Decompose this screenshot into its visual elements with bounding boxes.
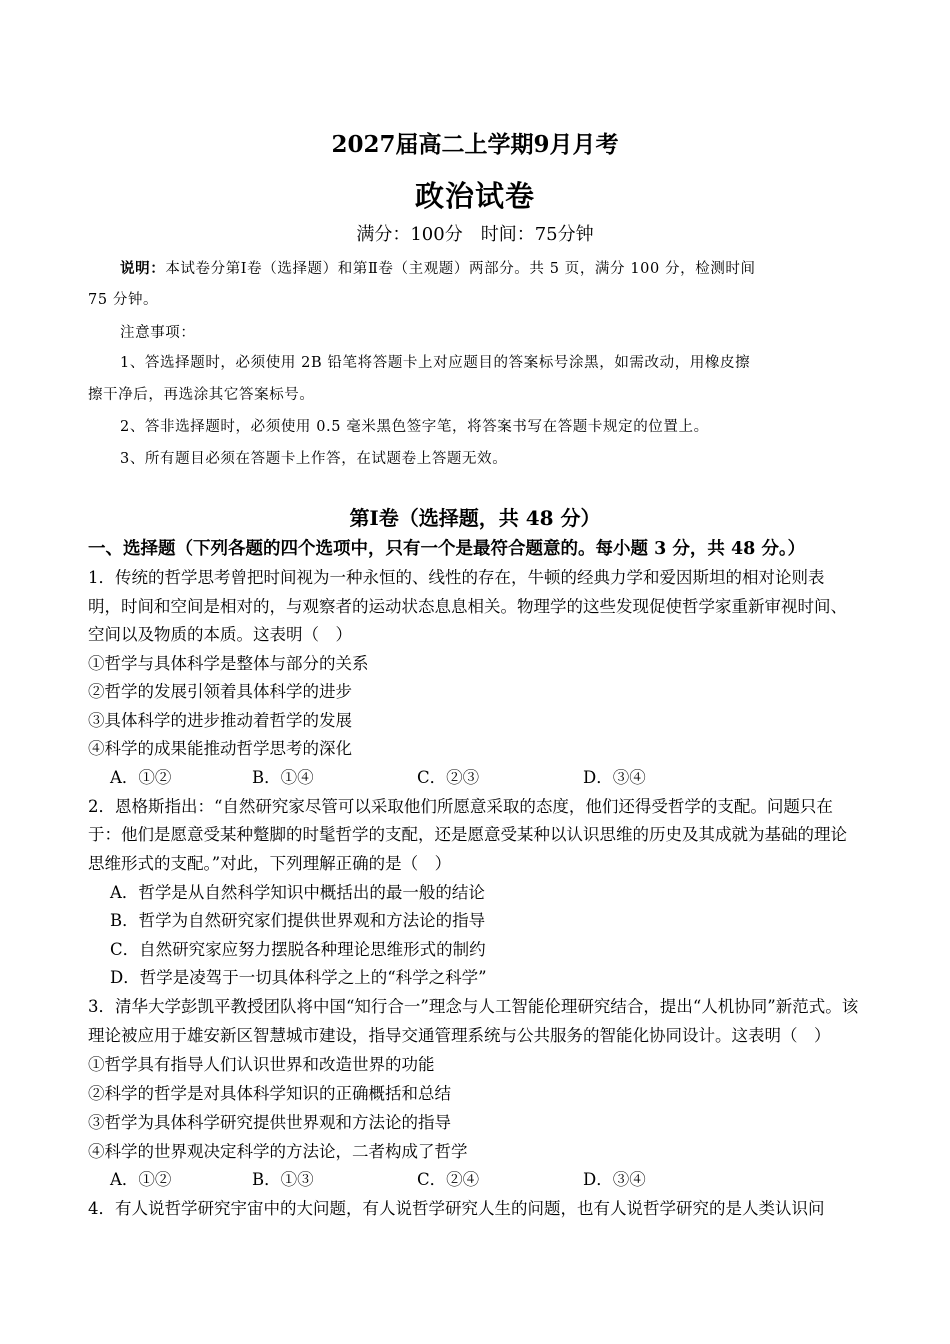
- question-2-line-3: 思维形式的支配。”对此，下列理解正确的是（ ）: [88, 854, 452, 873]
- question-1-line-3: 空间以及物质的本质。这表明（ ）: [88, 625, 352, 644]
- score-time-info: 满分：100分 时间：75分钟: [356, 224, 594, 245]
- instructions-line-2: 75 分钟。: [88, 292, 159, 308]
- question-3-option-d: D．③④: [583, 1170, 646, 1189]
- question-1-option-d: D．③④: [583, 768, 646, 787]
- question-4-line-1: 4．有人说哲学研究宇宙中的大问题，有人说哲学研究人生的问题，也有人说哲学研究的是人类认识问: [88, 1199, 825, 1218]
- instructions-text: 本试卷分第Ⅰ卷（选择题）和第Ⅱ卷（主观题）两部分。共 5 页，满分 100 分，检测时间: [165, 261, 756, 277]
- question-1-option-b: B．①④: [252, 768, 314, 787]
- note-1-line-1: 1、答选择题时，必须使用 2B 铅笔将答题卡上对应题目的答案标号涂黑，如需改动，用橡皮擦: [120, 355, 751, 371]
- question-1-statement-4: ④科学的成果能推动哲学思考的深化: [88, 739, 352, 758]
- question-2-line-1: 2．恩格斯指出：“自然研究家尽管可以采取他们所愿意采取的态度，他们还得受哲学的支配。问题只在: [88, 797, 833, 816]
- question-2-line-2: 于：他们是愿意受某种蹩脚的时髦哲学的支配，还是愿意受某种以认识思维的历史及其成就为基础的理论: [88, 825, 847, 844]
- question-3-option-a: A．①②: [110, 1170, 172, 1189]
- question-1-line-2: 明，时间和空间是相对的，与观察者的运动状态息息相关。物理学的这些发现促使哲学家重新审视时间、: [88, 597, 847, 616]
- exam-title: 2027届高二上学期9月月考: [331, 131, 619, 158]
- question-2-option-d: D．哲学是凌驾于一切具体科学之上的“科学之科学”: [110, 968, 487, 987]
- note-1-line-2: 擦干净后，再选涂其它答案标号。: [88, 387, 315, 403]
- instructions-label: 说明：: [120, 260, 166, 277]
- note-2: 2、答非选择题时，必须使用 0.5 毫米黑色签字笔，将答案书写在答题卡规定的位置上。: [120, 419, 709, 435]
- question-3-option-c: C．②④: [417, 1170, 480, 1189]
- question-3-line-2: 理论被应用于雄安新区智慧城市建设，指导交通管理系统与公共服务的智能化协同设计。这表明（ ）: [88, 1026, 831, 1045]
- question-3-statement-2: ②科学的哲学是对具体科学知识的正确概括和总结: [88, 1084, 451, 1103]
- question-1-option-a: A．①②: [110, 768, 172, 787]
- question-1-statement-2: ②哲学的发展引领着具体科学的进步: [88, 682, 352, 701]
- notes-title: 注意事项：: [120, 325, 196, 341]
- question-2-option-c: C．自然研究家应努力摆脱各种理论思维形式的制约: [110, 940, 486, 959]
- question-3-option-b: B．①③: [252, 1170, 314, 1189]
- question-2-option-a: A．哲学是从自然科学知识中概括出的最一般的结论: [110, 883, 485, 902]
- part-1-title: 第Ⅰ卷（选择题，共 48 分）: [349, 506, 601, 530]
- subject-title: 政治试卷: [414, 179, 535, 213]
- question-1-statement-1: ①哲学与具体科学是整体与部分的关系: [88, 654, 369, 673]
- section-heading: 一、选择题（下列各题的四个选项中，只有一个是最符合题意的。每小题 3 分，共 48 分。）: [88, 539, 806, 559]
- note-3: 3、所有题目必须在答题卡上作答，在试题卷上答题无效。: [120, 451, 508, 467]
- question-1-line-1: 1．传统的哲学思考曾把时间视为一种永恒的、线性的存在，牛顿的经典力学和爱因斯坦的相对论则表: [88, 568, 825, 587]
- instructions-line-1: [120, 257, 756, 278]
- question-2-option-b: B．哲学为自然研究家们提供世界观和方法论的指导: [110, 911, 486, 930]
- question-1-statement-3: ③具体科学的进步推动着哲学的发展: [88, 711, 352, 730]
- question-3-line-1: 3．清华大学彭凯平教授团队将中国“知行合一”理念与人工智能伦理研究结合，提出“人机协同”新范式。该: [88, 997, 859, 1016]
- question-3-statement-4: ④科学的世界观决定科学的方法论，二者构成了哲学: [88, 1142, 468, 1161]
- question-3-statement-3: ③哲学为具体科学研究提供世界观和方法论的指导: [88, 1113, 451, 1132]
- question-1-option-c: C．②③: [417, 768, 480, 787]
- question-3-statement-1: ①哲学具有指导人们认识世界和改造世界的功能: [88, 1055, 435, 1074]
